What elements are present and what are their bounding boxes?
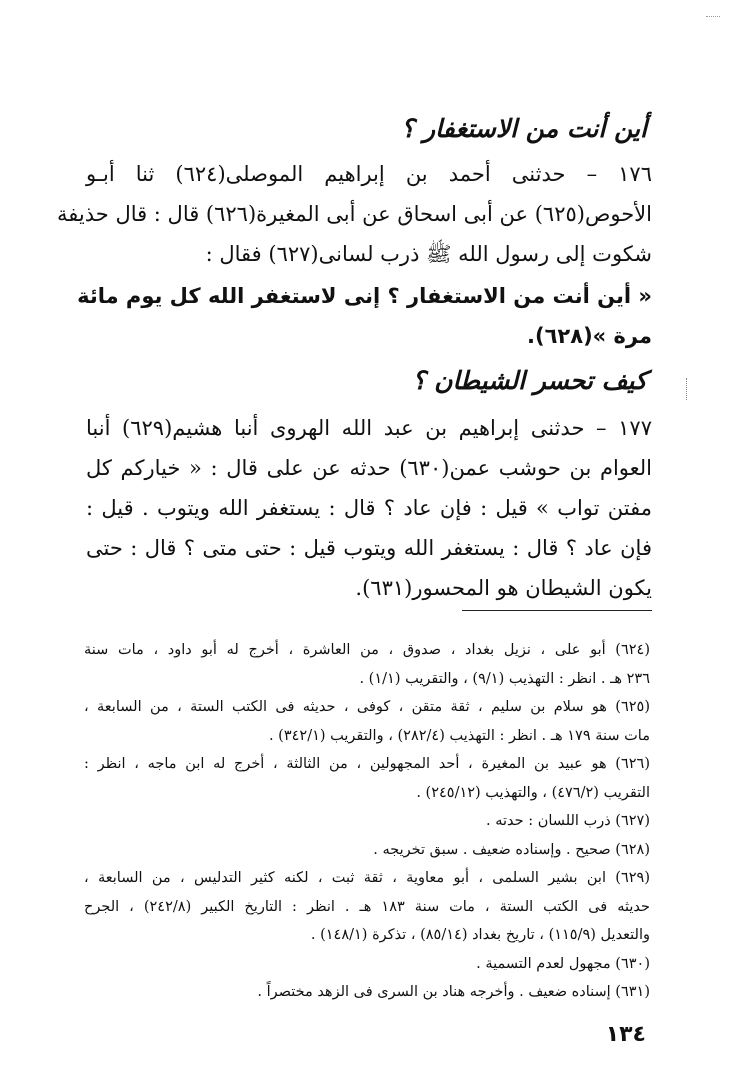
hadith-176-line: الأحوص(٦٢٥) عن أبى اسحاق عن أبى المغيرة(٦٢٦) قال : قال حذيفة <box>57 202 652 226</box>
footnotes <box>84 636 650 1007</box>
footnote-line: مات سنة ١٧٩ هـ . انظر : التهذيب (٢٨٢/٤) ، والتقريب (٣٤٢/١) . <box>268 727 650 744</box>
footnote-line: (٦٢٤) أبو على ، نزيل بغداد ، صدوق ، من العاشرة ، أخرج له أبو داود ، مات سنة <box>84 642 650 658</box>
hadith-177-line: العوام بن حوشب عمن(٦٣٠) حدثه عن على قال : « خياركم كل <box>86 456 652 480</box>
section-heading-istighfar: أين أنت من الاستغفار ؟ <box>401 114 647 143</box>
hadith-176-line: شكوت إلى رسول الله ﷺ ذرب لسانى(٦٢٧) فقال : <box>205 242 652 266</box>
quote-line: « أين أنت من الاستغفار ؟ إنى لاستغفر الله كل يوم مائة <box>77 284 652 308</box>
footnote-line: (٦٢٨) صحيح . وإسناده ضعيف . سبق تخريجه . <box>373 841 650 858</box>
footnote-line: (٦٢٥) هو سلام بن سليم ، ثقة متقن ، كوفى ، حديثه فى الكتب الستة ، من السابعة ، <box>84 699 650 715</box>
footnote-line: (٦٢٦) هو عبيد بن المغيرة ، أحد المجهولين ، من الثالثة ، أخرج له ابن ماجه ، انظر : <box>84 756 650 772</box>
footnote-line: (٦٣١) إسناده ضعيف . وأخرجه هناد بن السرى فى الزهد مختصراً . <box>257 984 650 1000</box>
section-heading-shaytan: كيف تحسر الشيطان ؟ <box>412 366 647 395</box>
corner-mark <box>706 16 720 17</box>
hadith-177-line: فإن عاد ؟ قال : يستغفر الله ويتوب قيل : حتى متى ؟ قال : حتى <box>86 536 652 560</box>
margin-mark <box>686 378 690 400</box>
footnote-line: ٢٣٦ هـ . انظر : التهذيب (٩/١) ، والتقريب (١/١) . <box>359 670 650 687</box>
footnote-line: حديثه فى الكتب الستة ، مات سنة ١٨٣ هـ . انظر : التاريخ الكبير (٢٤٢/٨) ، الجرح <box>84 898 650 915</box>
hadith-177 <box>86 408 652 608</box>
page-number: ١٣٤ <box>605 1022 646 1047</box>
footnote-line: (٦٣٠) مجهول لعدم التسمية . <box>476 955 650 972</box>
hadith-177-line: مفتن تواب » قيل : فإن عاد ؟ قال : يستغفر الله ويتوب . قيل : <box>86 496 652 520</box>
footnote-line: التقريب (٤٧٦/٢) ، والتهذيب (٢٤٥/١٢) . <box>416 784 650 801</box>
footnote-separator <box>462 610 652 611</box>
hadith-177-line: يكون الشيطان هو المحسور(٦٣١). <box>355 576 652 600</box>
quote-line: مرة »(٦٢٨). <box>527 324 652 348</box>
hadith-176-line: ١٧٦ – حدثنى أحمد بن إبراهيم الموصلى(٦٢٤) ثنا أبـو <box>86 162 652 186</box>
hadith-176-quote <box>77 276 652 356</box>
footnote-line: (٦٢٧) ذرب اللسان : حدته . <box>486 813 650 829</box>
hadith-176 <box>57 154 652 274</box>
hadith-177-line: ١٧٧ – حدثنى إبراهيم بن عبد الله الهروى أنبا هشيم(٦٢٩) أنبا <box>86 416 652 440</box>
footnote-line: (٦٢٩) ابن بشير السلمى ، أبو معاوية ، ثقة ثبت ، لكنه كثير التدليس ، من السابعة ، <box>84 870 650 886</box>
footnote-line: والتعديل (١١٥/٩) ، تاريخ بغداد (٨٥/١٤) ، تذكرة (١٤٨/١) . <box>310 927 650 943</box>
